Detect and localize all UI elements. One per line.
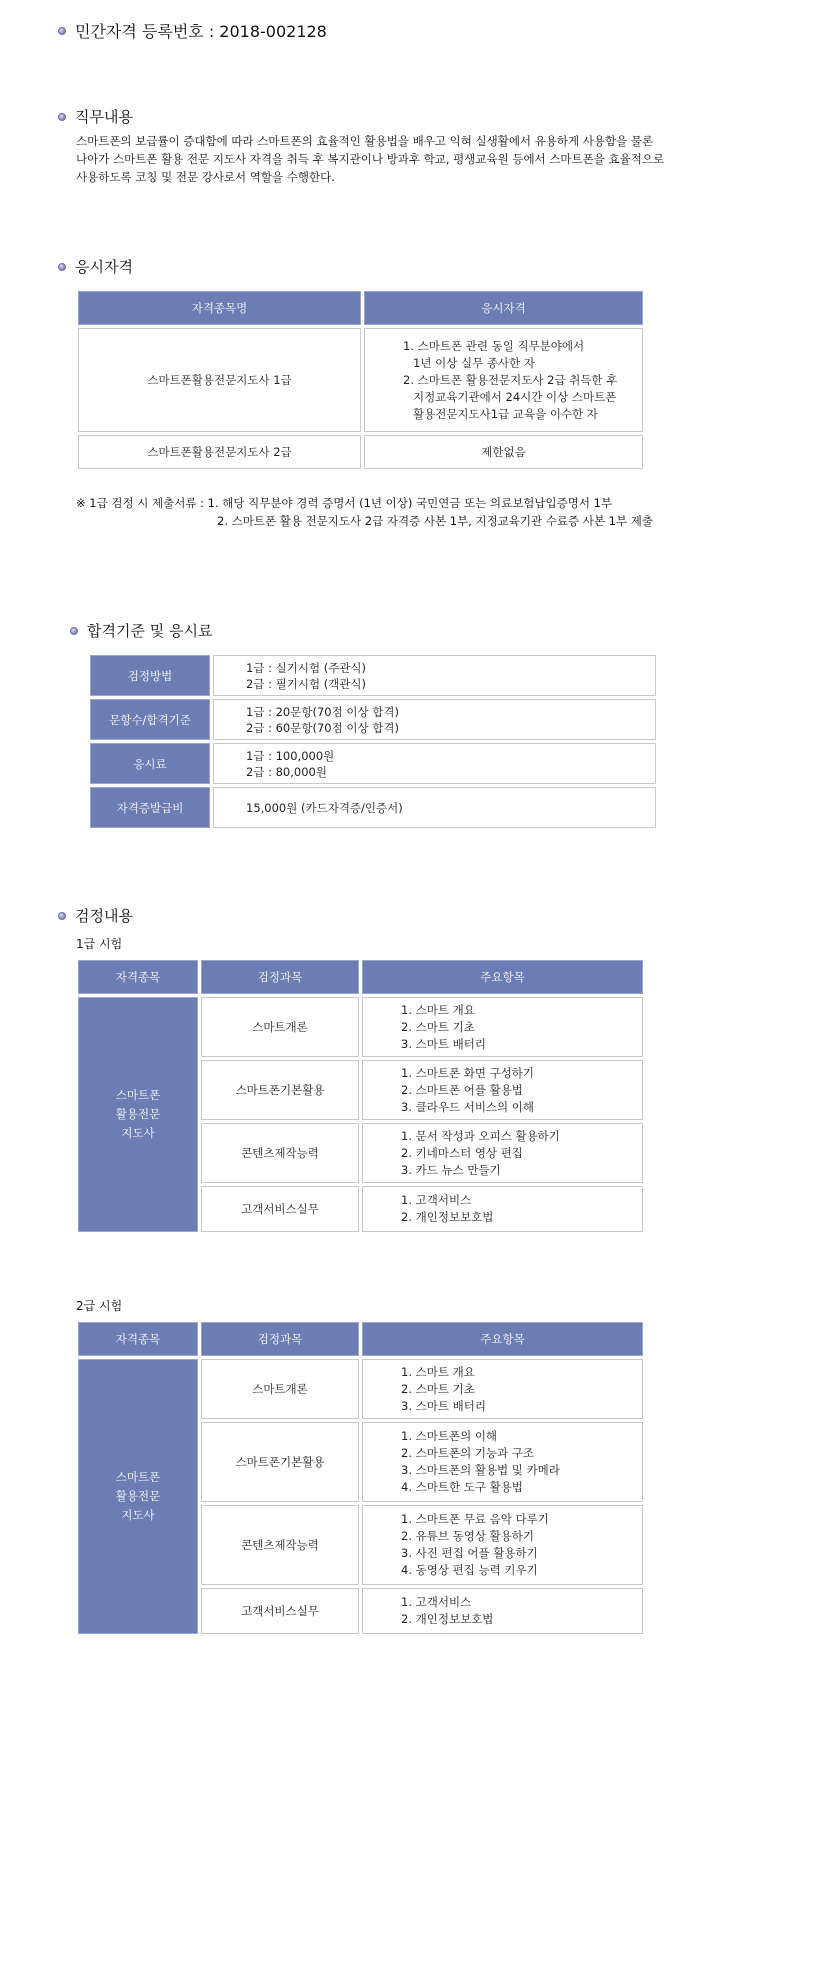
item-line: 3. 스마트 배터리: [401, 1398, 486, 1413]
qualification-name: 스마트폰활용전문지도사 2급: [78, 435, 361, 469]
table-row: [78, 1359, 643, 1419]
subject-items: [362, 1123, 643, 1183]
value-line: 1급 : 실기시험 (주관식): [246, 660, 367, 675]
subject-items: [362, 1186, 643, 1232]
item-line: 2. 유튜브 동영상 활용하기: [401, 1529, 535, 1543]
exam-subject: 고객서비스실무: [201, 1186, 359, 1232]
qualification-requirement: [364, 328, 643, 432]
duty-description: [76, 132, 716, 186]
table-row: [90, 655, 656, 696]
registration-heading: [58, 19, 327, 42]
grade2-table: [75, 1319, 646, 1637]
bullet-icon: [58, 27, 66, 35]
table-row: [90, 787, 656, 828]
table-row: [78, 997, 643, 1057]
exam-subject: 콘텐츠제작능력: [201, 1123, 359, 1183]
item-line: 4. 스마트한 도구 활용법: [401, 1480, 523, 1494]
requirement-line: 2. 스마트폰 활용전문지도사 2급 취득한 후: [403, 372, 618, 387]
item-line: 3. 사진 편집 어플 활용하기: [401, 1546, 538, 1560]
column-header: 자격종목명: [78, 291, 361, 325]
requirement-line: 활용전문지도사1급 교육을 이수한 자: [413, 406, 598, 421]
exam-subject: 콘텐츠제작능력: [201, 1505, 359, 1585]
requirement-line: 지정교육기관에서 24시간 이상 스마트폰: [413, 389, 617, 404]
item-line: 1. 스마트폰 화면 구성하기: [401, 1065, 535, 1080]
subject-items: [362, 1588, 643, 1634]
item-line: 2. 개인정보보호법: [401, 1210, 494, 1224]
criteria-label: 문항수/합격기준: [90, 699, 210, 740]
bullet-icon: [58, 263, 66, 271]
value-line: 15,000원 (카드자격증/인증서): [246, 800, 403, 815]
item-line: 4. 동영상 편집 능력 키우기: [401, 1563, 538, 1577]
qualification-group: [78, 1359, 198, 1634]
exam-subject: 스마트폰기본활용: [201, 1422, 359, 1502]
group-line: 스마트폰: [115, 1088, 161, 1102]
column-header: 응시자격: [364, 291, 643, 325]
content-title: 검정내용: [75, 907, 133, 925]
item-line: 2. 스마트폰 어플 활용법: [401, 1082, 523, 1097]
subject-items: [362, 1359, 643, 1419]
exam-subject: 스마트개론: [201, 1359, 359, 1419]
criteria-table: [87, 652, 659, 831]
exam-subject: 스마트폰기본활용: [201, 1060, 359, 1120]
duty-line: 스마트폰의 보급률이 증대함에 따라 스마트폰의 효율적인 활용법을 배우고 익혀 실생활에서 유용하게 사용함을 물론: [76, 134, 654, 148]
grade1-table: [75, 957, 646, 1235]
criteria-value: [213, 787, 656, 828]
item-line: 1. 문서 작성과 오피스 활용하기: [401, 1128, 560, 1143]
group-line: 지도사: [121, 1508, 155, 1522]
item-line: 1. 스마트 개요: [401, 1364, 475, 1379]
bullet-icon: [70, 627, 78, 635]
criteria-title: 합격기준 및 응시료: [87, 622, 213, 640]
item-line: 1. 스마트 개요: [401, 1002, 475, 1017]
item-line: 2. 스마트 기초: [401, 1019, 475, 1034]
group-line: 활용전문: [115, 1489, 161, 1503]
group-line: 스마트폰: [115, 1470, 161, 1484]
column-header: 자격종목: [78, 1322, 198, 1356]
subject-items: [362, 1060, 643, 1120]
value-line: 2급 : 필기시험 (객관식): [246, 676, 367, 691]
item-line: 2. 개인정보보호법: [401, 1612, 494, 1626]
registration-number: 민간자격 등록번호 : 2018-002128: [75, 22, 327, 41]
criteria-value: [213, 743, 656, 784]
eligibility-table: [75, 288, 646, 472]
item-line: 2. 스마트폰의 기능과 구조: [401, 1446, 535, 1460]
value-line: 1급 : 100,000원: [246, 748, 335, 763]
content-heading: [58, 905, 133, 926]
column-header: 주요항목: [362, 960, 643, 994]
duty-line: 사용하도록 코칭 및 전문 강사로서 역할을 수행한다.: [76, 170, 335, 184]
criteria-value: [213, 655, 656, 696]
column-header: 검정과목: [201, 1322, 359, 1356]
criteria-label: 자격증발급비: [90, 787, 210, 828]
requirement-line: 1년 이상 실무 종사한 자: [413, 355, 535, 370]
duty-heading: [58, 106, 133, 127]
criteria-label: 검정방법: [90, 655, 210, 696]
grade2-label: 2급 시험: [76, 1299, 123, 1313]
note-line: 2. 스마트폰 활용 전문지도사 2급 자격증 사본 1부, 지정교육기관 수료증 사본 1부 제출: [217, 514, 653, 528]
item-line: 2. 키네마스터 영상 편집: [401, 1145, 523, 1160]
item-line: 1. 고객서비스: [401, 1193, 472, 1207]
item-line: 3. 클라우드 서비스의 이해: [401, 1099, 535, 1114]
criteria-label: 응시료: [90, 743, 210, 784]
item-line: 3. 스마트 배터리: [401, 1036, 486, 1051]
group-line: 활용전문: [115, 1107, 161, 1121]
duty-line: 나아가 스마트폰 활용 전문 지도사 자격을 취득 후 복지관이나 방과후 학교, 평생교육원 등에서 스마트폰을 효율적으로: [76, 152, 665, 166]
item-line: 3. 스마트폰의 활용법 및 카메라: [401, 1463, 560, 1477]
qualification-name: 스마트폰활용전문지도사 1급: [78, 328, 361, 432]
exam-subject: 스마트개론: [201, 997, 359, 1057]
criteria-heading: [70, 620, 212, 641]
column-header: 주요항목: [362, 1322, 643, 1356]
qualification-requirement: 제한없음: [364, 435, 643, 469]
criteria-value: [213, 699, 656, 740]
requirement-line: 1. 스마트폰 관련 동일 직무분야에서: [403, 338, 585, 353]
table-row: [78, 328, 643, 432]
subject-items: [362, 1422, 643, 1502]
subject-items: [362, 1505, 643, 1585]
column-header: 자격종목: [78, 960, 198, 994]
bullet-icon: [58, 113, 66, 121]
table-row: [90, 743, 656, 784]
item-line: 1. 고객서비스: [401, 1595, 472, 1609]
submission-note: [76, 494, 653, 530]
note-line: ※ 1급 검정 시 제출서류 : 1. 해당 직무분야 경력 증명서 (1년 이상) 국민연금 또는 의료보험납입증명서 1부: [76, 496, 613, 510]
grade1-label: 1급 시험: [76, 937, 123, 951]
group-line: 지도사: [121, 1126, 155, 1140]
eligibility-heading: [58, 256, 133, 277]
eligibility-title: 응시자격: [75, 258, 133, 276]
bullet-icon: [58, 912, 66, 920]
value-line: 2급 : 60문항(70점 이상 합격): [246, 720, 399, 735]
value-line: 1급 : 20문항(70점 이상 합격): [246, 704, 399, 719]
subject-items: [362, 997, 643, 1057]
exam-subject: 고객서비스실무: [201, 1588, 359, 1634]
qualification-group: [78, 997, 198, 1232]
item-line: 2. 스마트 기초: [401, 1381, 475, 1396]
value-line: 2급 : 80,000원: [246, 764, 327, 779]
item-line: 3. 카드 뉴스 만들기: [401, 1162, 501, 1177]
table-row: [90, 699, 656, 740]
table-row: [78, 435, 643, 469]
column-header: 검정과목: [201, 960, 359, 994]
item-line: 1. 스마트폰의 이해: [401, 1429, 498, 1443]
duty-title: 직무내용: [75, 108, 133, 126]
item-line: 1. 스마트폰 무료 음악 다루기: [401, 1512, 549, 1526]
